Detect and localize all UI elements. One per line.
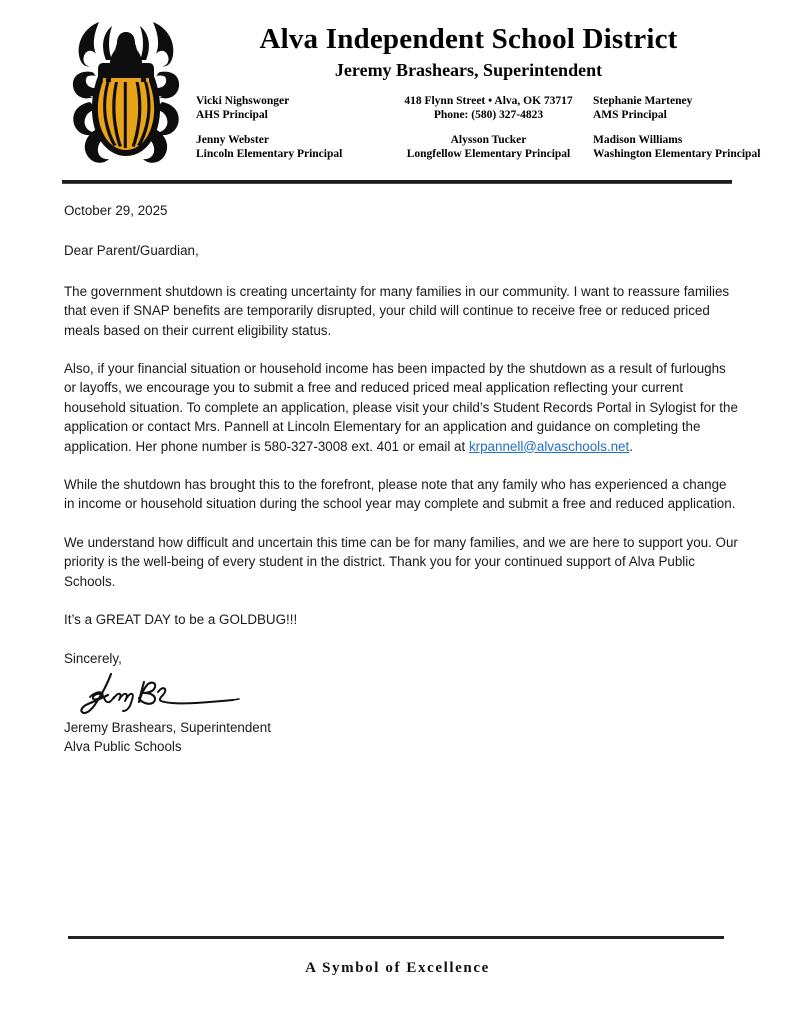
superintendent-subtitle: Jeremy Brashears, Superintendent xyxy=(334,60,603,80)
contact-title: Washington Elementary Principal xyxy=(593,148,761,160)
contact-ams-principal xyxy=(581,94,756,122)
closing-salutation: Sincerely, xyxy=(64,650,122,666)
contact-name: Vicki Nighswonger xyxy=(196,95,290,107)
paragraph-1: The government shutdown is creating uncertainty for many families in our community. I want to reassure families that even if SNAP benefits are temporarily disrupted, your child will continue to receive free or reduced priced meals based on their current eligibility status. xyxy=(64,283,730,338)
salutation: Dear Parent/Guardian, xyxy=(64,243,199,259)
email-link-krpannell[interactable]: krpannell@alvaschools.net xyxy=(468,438,630,454)
contact-lincoln-principal xyxy=(196,133,396,161)
contact-name: Alysson Tucker xyxy=(450,134,527,146)
page-title: Alva Independent School District xyxy=(259,23,678,55)
principals-contact-grid xyxy=(196,94,761,161)
signer-name: Jeremy Brashears, Superintendent xyxy=(64,719,271,735)
letterhead-text xyxy=(196,22,761,161)
contact-washington-principal xyxy=(581,133,761,161)
letterhead xyxy=(0,0,795,190)
paragraph-4: We understand how difficult and uncertain this time can be for many families, and we are here to support you. Our priority is the well-being of every student in the district. Thank you for your continued support of Alva Public Schools. xyxy=(64,534,738,589)
contact-name: Madison Williams xyxy=(593,134,683,146)
contact-longfellow-principal xyxy=(396,133,581,161)
goldbug-tagline: It’s a GREAT DAY to be a GOLDBUG!!! xyxy=(64,612,298,628)
paragraph-2 xyxy=(64,359,740,456)
contact-title: Longfellow Elementary Principal xyxy=(406,148,571,160)
contact-title: AMS Principal xyxy=(593,109,667,121)
contact-name: Jenny Webster xyxy=(196,134,269,146)
goldbug-beetle-mascot-icon xyxy=(62,14,190,172)
footer-motto: A Symbol of Excellence xyxy=(305,960,490,976)
letterhead-divider xyxy=(62,180,732,184)
paragraph-2-text-before-link: Also, if your financial situation or household income has been impacted by the shutdown as a result of furloughs or layoffs, we encourage you to submit a free and reduced priced meal application reflecting your current household situation. To complete an application, please visit your child’s Student Records Portal in Sylogist for the application or contact Mrs. Pannell at Lincoln Elementary for an application and guidance on completing the application. Her phone number is 580-327-3008 ext. 401 or email at xyxy=(64,361,738,454)
contact-title: AHS Principal xyxy=(196,109,268,121)
contact-address-phone xyxy=(396,94,581,122)
signer-organization: Alva Public Schools xyxy=(64,739,182,755)
phone-line: Phone: (580) 327-4823 xyxy=(433,109,544,121)
paragraph-2-text-after-link: . xyxy=(629,438,633,454)
contact-ahs-principal xyxy=(196,94,396,122)
letter-body xyxy=(64,201,740,757)
contact-title: Lincoln Elementary Principal xyxy=(196,148,343,160)
letter-date: October 29, 2025 xyxy=(64,203,168,218)
paragraph-3: While the shutdown has brought this to the forefront, please note that any family who has experienced a change in income or household situation during the school year may complete and submit a free and reduced application. xyxy=(64,477,736,512)
footer-divider xyxy=(68,936,724,939)
contact-name: Stephanie Marteney xyxy=(593,95,693,107)
address-line: 418 Flynn Street • Alva, OK 73717 xyxy=(404,95,573,107)
contact-row-spacer xyxy=(196,122,756,133)
signature-image xyxy=(78,672,258,716)
